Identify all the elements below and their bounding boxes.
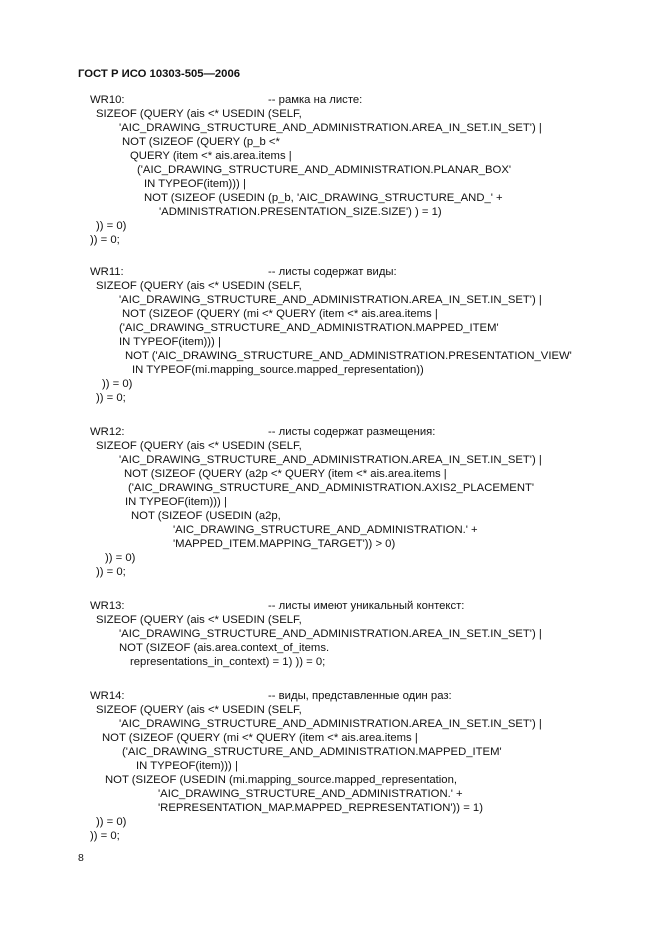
code-line: NOT (SIZEOF (ais.area.context_of_items. (119, 642, 330, 654)
code-line: NOT (SIZEOF (QUERY (a2p <* QUERY (item <* ais.area.items | (124, 468, 447, 480)
code-line: ('AIC_DRAWING_STRUCTURE_AND_ADMINISTRATION.PLANAR_BOX' (137, 164, 512, 176)
rule-comment: -- листы содержат размещения: (268, 426, 436, 438)
code-line: NOT (SIZEOF (USEDIN (a2p, (131, 510, 281, 522)
code-line: 'AIC_DRAWING_STRUCTURE_AND_ADMINISTRATION.AREA_IN_SET.IN_SET') | (119, 454, 542, 466)
code-line: )) = 0) (96, 220, 127, 232)
code-line: )) = 0; (96, 392, 126, 404)
code-line: 'MAPPED_ITEM.MAPPING_TARGET')) > 0) (173, 538, 396, 550)
code-line: 'AIC_DRAWING_STRUCTURE_AND_ADMINISTRATION.' + (158, 788, 463, 800)
code-line: )) = 0; (96, 566, 126, 578)
code-line: 'AIC_DRAWING_STRUCTURE_AND_ADMINISTRATION.AREA_IN_SET.IN_SET') | (119, 122, 542, 134)
rule-comment: -- виды, представленные один раз: (268, 690, 452, 702)
code-line: )) = 0) (96, 816, 127, 828)
rule-comment: -- листы имеют уникальный контекст: (268, 600, 465, 612)
page-number: 8 (78, 852, 84, 864)
code-line: ('AIC_DRAWING_STRUCTURE_AND_ADMINISTRATION.MAPPED_ITEM' (122, 746, 502, 758)
code-line: IN TYPEOF(mi.mapping_source.mapped_representation)) (132, 364, 424, 376)
code-line: )) = 0; (90, 234, 120, 246)
code-line: SIZEOF (QUERY (ais <* USEDIN (SELF, (96, 614, 302, 626)
rule-label: WR14: (90, 690, 125, 702)
code-line: SIZEOF (QUERY (ais <* USEDIN (SELF, (96, 280, 302, 292)
code-line: )) = 0) (105, 552, 136, 564)
code-line: IN TYPEOF(item))) | (125, 496, 227, 508)
code-line: IN TYPEOF(item))) | (119, 336, 221, 348)
code-line: NOT (SIZEOF (USEDIN (mi.mapping_source.mapped_representation, (105, 774, 458, 786)
rule-comment: -- листы содержат виды: (268, 266, 397, 278)
code-line: )) = 0; (90, 830, 120, 842)
code-line: )) = 0) (102, 378, 133, 390)
code-line: NOT (SIZEOF (QUERY (mi <* QUERY (item <* ais.area.items | (122, 308, 438, 320)
code-line: SIZEOF (QUERY (ais <* USEDIN (SELF, (96, 108, 302, 120)
code-line: representations_in_context) = 1) )) = 0; (130, 656, 326, 668)
rule-label: WR12: (90, 426, 125, 438)
code-line: 'AIC_DRAWING_STRUCTURE_AND_ADMINISTRATION.AREA_IN_SET.IN_SET') | (119, 294, 542, 306)
code-line: IN TYPEOF(item))) | (144, 178, 246, 190)
code-line: NOT (SIZEOF (USEDIN (p_b, 'AIC_DRAWING_STRUCTURE_AND_' + (144, 192, 503, 204)
rule-label: WR10: (90, 94, 125, 106)
code-line: 'AIC_DRAWING_STRUCTURE_AND_ADMINISTRATION.AREA_IN_SET.IN_SET') | (119, 718, 542, 730)
code-line: SIZEOF (QUERY (ais <* USEDIN (SELF, (96, 440, 302, 452)
code-line: 'AIC_DRAWING_STRUCTURE_AND_ADMINISTRATION.AREA_IN_SET.IN_SET') | (119, 628, 542, 640)
rule-comment: -- рамка на листе: (268, 94, 363, 106)
code-line: ('AIC_DRAWING_STRUCTURE_AND_ADMINISTRATION.MAPPED_ITEM' (119, 322, 499, 334)
code-line: 'REPRESENTATION_MAP.MAPPED_REPRESENTATION')) = 1) (158, 802, 483, 814)
code-line: NOT (SIZEOF (QUERY (p_b <* (122, 136, 280, 148)
code-line: IN TYPEOF(item))) | (136, 760, 238, 772)
rule-label: WR13: (90, 600, 125, 612)
code-line: NOT ('AIC_DRAWING_STRUCTURE_AND_ADMINISTRATION.PRESENTATION_VIEW' (125, 350, 572, 362)
standard-header: ГОСТ Р ИСО 10303-505—2006 (78, 68, 241, 80)
code-line: QUERY (item <* ais.area.items | (130, 150, 292, 162)
code-line: 'AIC_DRAWING_STRUCTURE_AND_ADMINISTRATION.' + (173, 524, 478, 536)
rule-label: WR11: (90, 266, 124, 278)
code-line: NOT (SIZEOF (QUERY (mi <* QUERY (item <* ais.area.items | (102, 732, 418, 744)
code-line: SIZEOF (QUERY (ais <* USEDIN (SELF, (96, 704, 302, 716)
code-line: 'ADMINISTRATION.PRESENTATION_SIZE.SIZE') ) = 1) (159, 206, 442, 218)
code-line: ('AIC_DRAWING_STRUCTURE_AND_ADMINISTRATION.AXIS2_PLACEMENT' (128, 482, 535, 494)
